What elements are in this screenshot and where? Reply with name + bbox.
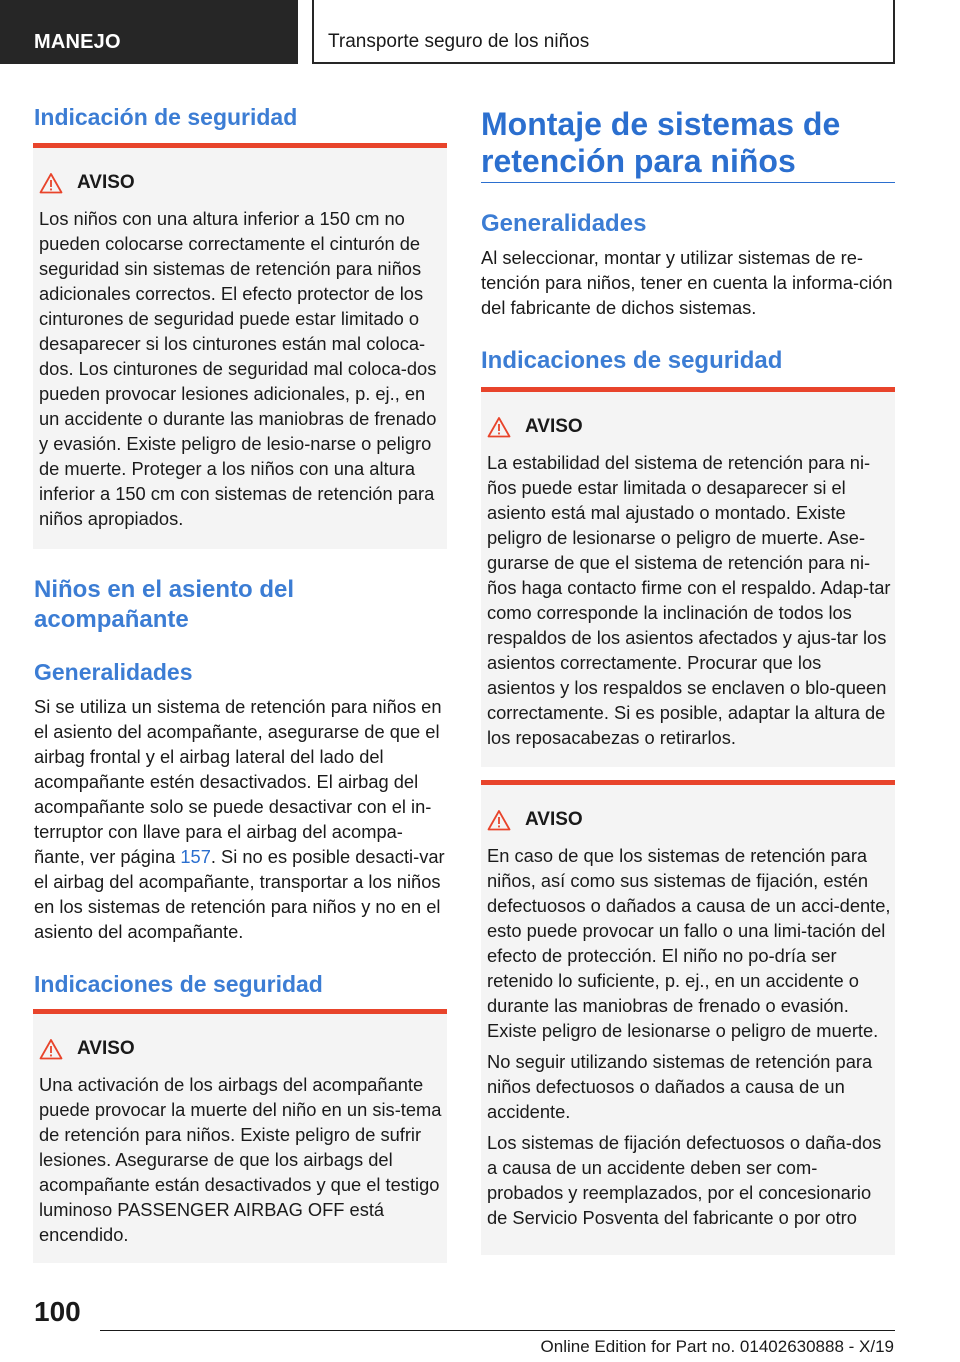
general-heading-left: Generalidades bbox=[34, 659, 193, 685]
warning-title-label: AVISO bbox=[77, 172, 135, 193]
warning-box-4 bbox=[481, 780, 895, 1255]
general-heading-right: Generalidades bbox=[481, 210, 647, 237]
warning-text-4 bbox=[487, 843, 891, 1236]
safety-heading: Indicación de seguridad bbox=[34, 104, 298, 130]
safety-heading-2: Indicaciones de seguridad bbox=[34, 971, 323, 997]
warning-4-paragraph-2: No seguir utilizando sistemas de retención para niños defectuosos o dañados a causa de un accidente. bbox=[487, 1051, 873, 1122]
general-paragraph-left bbox=[34, 694, 448, 944]
warning-text-2: Una activación de los airbags del acompañante puede provocar la muerte del niño en un sis-tema de retención para niños. Existe peligro de sufrir lesiones. Asegurarse de que los airbags del acompañante están desactivados y que el testigo luminoso PASSENGER AIRBAG OFF está encendido. bbox=[39, 1074, 442, 1245]
warning-4-paragraph-3: Los sistemas de fijación defectuosos o daña-dos a causa de un accidente deben ser com-probados y reemplazados, por el concesionario de Servicio Posventa del fabricante o por otro bbox=[487, 1132, 882, 1228]
main-heading: Montaje de sistemas de retención para niños bbox=[481, 106, 841, 179]
warning-triangle-icon bbox=[39, 172, 63, 194]
warning-box-1 bbox=[33, 143, 447, 549]
warning-4-paragraph-1: En caso de que los sistemas de retención para niños, así como sus sistemas de fijación, estén defectuosos o dañados a causa de un acci-dente, esto puede provocar un fallo o una limi-tación del efecto de protección. El niño no po-dría ser retenido lo suficiente, p. ej., en un accidente o durante las maniobras de frenado o evasión. Existe peligro de lesionarse o peligro de muerte. bbox=[487, 845, 891, 1041]
footer-rule bbox=[100, 1330, 895, 1331]
front-seat-heading: Niños en el asiento del acompañante bbox=[34, 576, 295, 633]
general-text-part-2: . Si no es posible desacti-var el airbag del acompañante, transportar a los niños en los sistemas de retención para niños y no en el asiento del acompañante. bbox=[34, 846, 445, 942]
warning-text-1: Los niños con una altura inferior a 150 cm no pueden colocarse correctamente el cinturón de seguridad sin sistemas de retención para niños adicionales correctos. El efecto protector de los cinturones de seguridad puede estar limitado o desaparecer si los cinturones están mal coloca-dos. Los cinturones de seguridad mal coloca-dos pueden provocar lesiones adicionales, p. ej., en un accidente o durante las maniobras de frenado y evasión. Existe peligro de lesio-narse o peligro de muerte. Proteger a los niños con una altura inferior a 150 cm con sistemas de retención para niños apropiados. bbox=[39, 208, 437, 529]
warning-title-label: AVISO bbox=[525, 809, 583, 830]
warning-text-3: La estabilidad del sistema de retención para ni-ños puede estar limitada o desaparecer si el asiento está mal ajustado o montado. Existe peligro de lesionarse o peligro de muerte. Ase-gurarse de que el sistema de retención para ni-ños haga contacto firme con el respaldo. Adap-tar como corresponde la inclinación de todos los respaldos de los asientos afectados y ajus-tar los asientos correctamente. Procurar que los asientos y los respaldos se enclaven o blo-queen correctamente. Si es posible, adaptar la altura de los reposacabezas o retirarlos. bbox=[487, 452, 891, 748]
warning-title-label: AVISO bbox=[525, 416, 583, 437]
edition-footer: Online Edition for Part no. 01402630888 - X/19 bbox=[540, 1337, 894, 1356]
warning-title-4 bbox=[487, 809, 583, 831]
warning-title-2 bbox=[39, 1038, 135, 1060]
general-paragraph-right: Al seleccionar, montar y utilizar sistemas de re-tención para niños, tener en cuenta la informa-ción del fabricante de dichos sistemas. bbox=[481, 247, 893, 318]
warning-triangle-icon bbox=[39, 1038, 63, 1060]
section-tab: MANEJO bbox=[0, 0, 298, 64]
page-157-link[interactable]: 157 bbox=[180, 846, 211, 867]
chapter-title: Transporte seguro de los niños bbox=[312, 0, 895, 64]
warning-triangle-icon bbox=[487, 809, 511, 831]
warning-box-2 bbox=[33, 1009, 447, 1263]
warning-box-3 bbox=[481, 387, 895, 767]
safety-heading-right: Indicaciones de seguridad bbox=[481, 347, 783, 374]
page-number: 100 bbox=[34, 1296, 81, 1327]
warning-title-label: AVISO bbox=[77, 1038, 135, 1059]
warning-title-1 bbox=[39, 172, 135, 194]
warning-triangle-icon bbox=[487, 416, 511, 438]
main-heading-rule bbox=[481, 182, 895, 183]
general-text-part-1: Si se utiliza un sistema de retención para niños en el asiento del acompañante, asegurarse de que el airbag frontal y el airbag lateral del lado del acompañante estén desactivados. El airbag del acompañante solo se puede desactivar con el in-terruptor con llave para el airbag del acompa-ñante, ver página bbox=[34, 696, 442, 867]
warning-title-3 bbox=[487, 416, 583, 438]
